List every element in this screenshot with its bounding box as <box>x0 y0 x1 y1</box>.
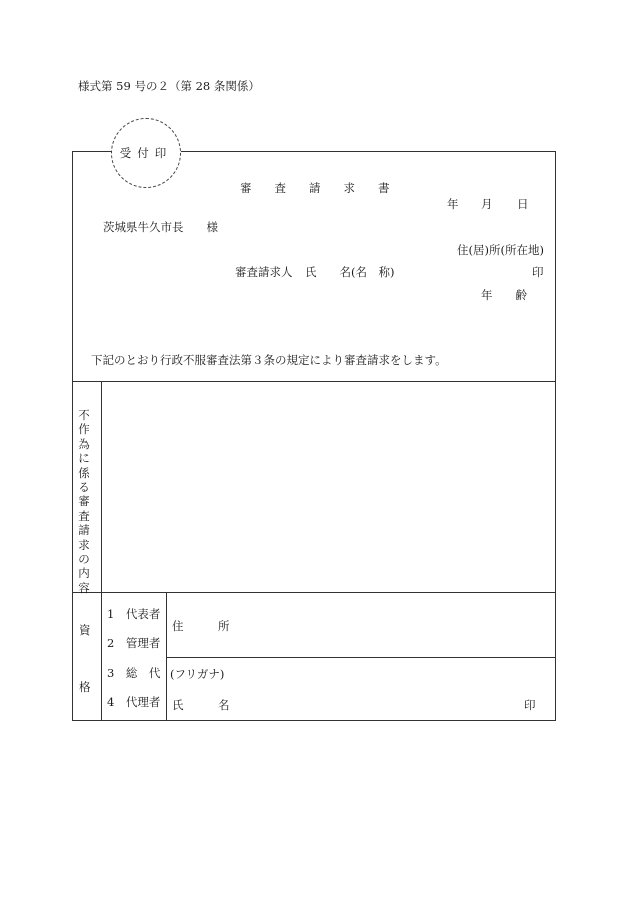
reception-stamp <box>111 118 181 188</box>
qualification-option-1: 1 代表者 <box>107 607 161 621</box>
request-statement: 下記のとおり行政不服審査法第３条の規定により審査請求をします。 <box>91 353 447 367</box>
applicant-name-label: 氏 名(名 称) <box>305 265 395 279</box>
date-month: 月 <box>481 197 493 211</box>
applicant-address-label: 住(居)所(所在地) <box>457 243 544 257</box>
reception-stamp-label: 受付印 <box>119 146 173 160</box>
divider-qualification-options <box>166 592 167 721</box>
representative-address-label: 住 所 <box>172 619 230 633</box>
applicant-seal: 印 <box>532 265 544 279</box>
form-number: 様式第 59 号の２（第 28 条関係） <box>78 79 260 93</box>
qualification-label-top: 資 <box>79 623 91 637</box>
date-year: 年 <box>447 197 459 211</box>
content-section-label: 不作為に係る審査請求の内容 <box>78 408 90 595</box>
document-title: 審査請求書 <box>240 181 413 195</box>
qualification-option-3: 3 総 代 <box>107 666 161 680</box>
addressee: 茨城県牛久市長 様 <box>103 220 218 234</box>
representative-name-label: 氏 名 <box>172 698 230 712</box>
applicant-role-label: 審査請求人 <box>235 265 293 279</box>
representative-seal: 印 <box>524 698 536 712</box>
content-writing-area[interactable] <box>102 382 555 592</box>
date-day: 日 <box>517 197 529 211</box>
applicant-age-label: 年 齢 <box>481 288 527 302</box>
divider-qualification <box>166 657 556 658</box>
representative-furigana-label: (フリガナ) <box>170 667 225 681</box>
qualification-option-4: 4 代理者 <box>107 695 161 709</box>
qualification-label-bottom: 格 <box>79 680 91 694</box>
qualification-option-2: 2 管理者 <box>107 636 161 650</box>
divider-content <box>72 592 556 593</box>
divider-qualification-label <box>101 592 102 721</box>
